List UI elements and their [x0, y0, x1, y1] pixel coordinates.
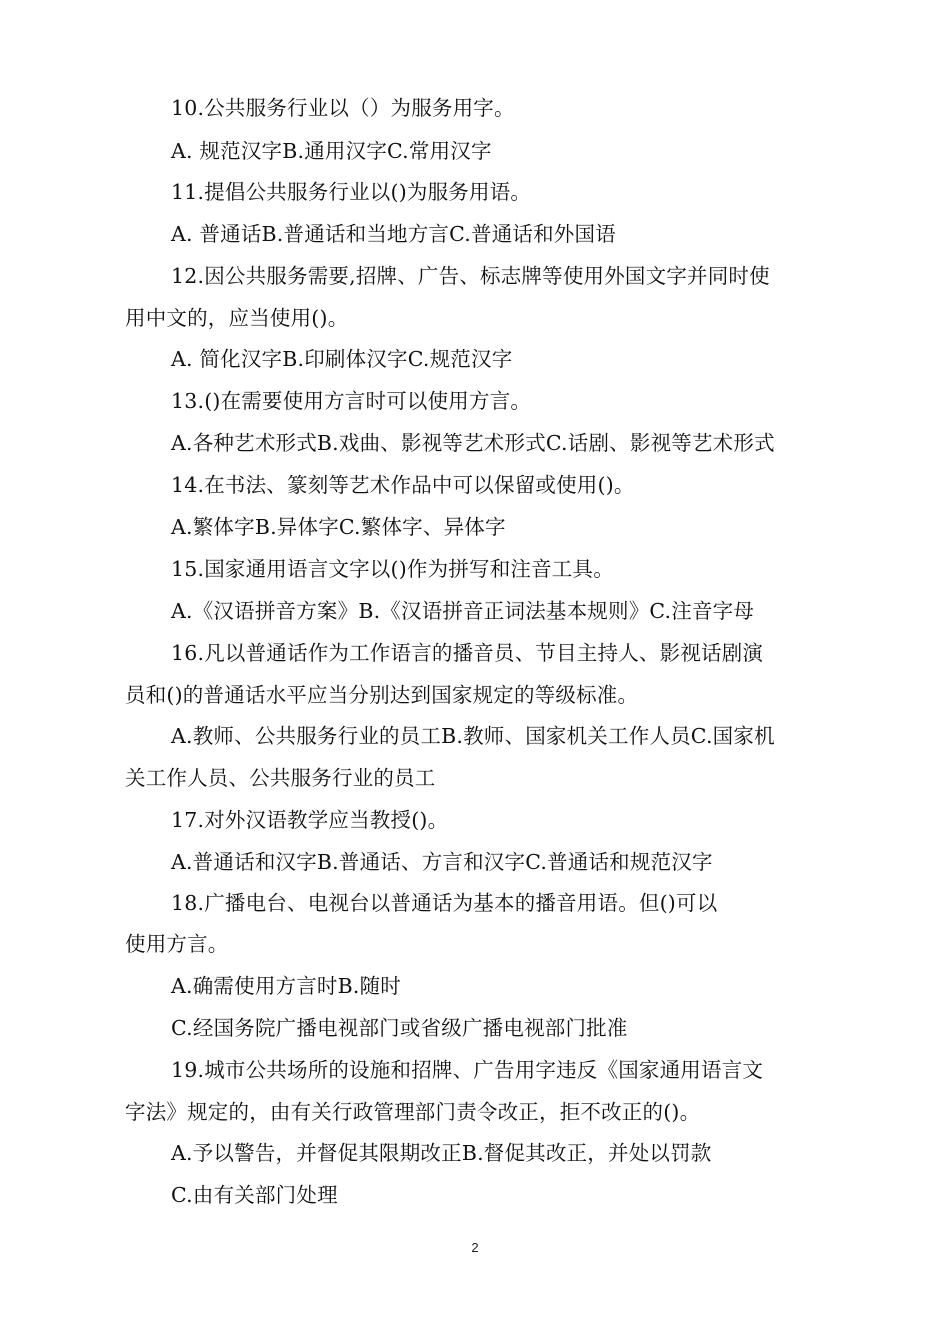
question-16-options: A.教师、公共服务行业的员工B.教师、国家机关工作人员C.国家机 [171, 724, 775, 748]
question-12: 12.因公共服务需要,招牌、广告、标志牌等使用外国文字并同时使 [171, 264, 770, 288]
question-15: 15.国家通用语言文字以()作为拼写和注音工具。 [171, 557, 614, 581]
question-19: 19.城市公共场所的设施和招牌、广告用字违反《国家通用语言文 [171, 1058, 764, 1082]
question-10-options: A. 规范汉字B.通用汉字C.常用汉字 [171, 139, 492, 163]
question-17-options: A.普通话和汉字B.普通话、方言和汉字C.普通话和规范汉字 [171, 850, 713, 874]
question-12-continued: 用中文的，应当使用()。 [125, 306, 349, 330]
question-14-options: A.繁体字B.异体字C.繁体字、异体字 [171, 515, 506, 539]
page-number: 2 [471, 1240, 479, 1255]
question-18-option-c: C.经国务院广播电视部门或省级广播电视部门批准 [171, 1016, 628, 1040]
question-13-options: A.各种艺术形式B.戏曲、影视等艺术形式C.话剧、影视等艺术形式 [171, 431, 775, 455]
question-18: 18.广播电台、电视台以普通话为基本的播音用语。但()可以 [171, 891, 718, 915]
question-16-continued: 员和()的普通话水平应当分别达到国家规定的等级标准。 [125, 683, 639, 707]
question-15-options: A.《汉语拼音方案》B.《汉语拼音正词法基本规则》C.注音字母 [171, 599, 755, 623]
question-18-option-ab: A.确需使用方言时B.随时 [171, 974, 402, 998]
question-18-continued: 使用方言。 [125, 932, 229, 956]
question-19-option-c: C.由有关部门处理 [171, 1183, 338, 1207]
question-16: 16.凡以普通话作为工作语言的播音员、节目主持人、影视话剧演 [171, 641, 764, 665]
question-13: 13.()在需要使用方言时可以使用方言。 [171, 389, 532, 413]
question-19-option-ab: A.予以警告，并督促其限期改正B.督促其改正，并处以罚款 [171, 1141, 712, 1165]
question-17: 17.对外汉语教学应当教授()。 [171, 808, 449, 832]
question-19-continued: 字法》规定的，由有关行政管理部门责令改正，拒不改正的()。 [125, 1100, 701, 1124]
question-16-options-continued: 关工作人员、公共服务行业的员工 [125, 766, 436, 790]
question-12-options: A. 简化汉字B.印刷体汉字C.规范汉字 [171, 347, 513, 371]
question-11: 11.提倡公共服务行业以()为服务用语。 [171, 180, 532, 204]
question-11-options: A. 普通话B.普通话和当地方言C.普通话和外国语 [171, 222, 616, 246]
question-14: 14.在书法、篆刻等艺术作品中可以保留或使用()。 [171, 473, 635, 497]
question-10: 10.公共服务行业以（）为服务用字。 [171, 96, 515, 120]
